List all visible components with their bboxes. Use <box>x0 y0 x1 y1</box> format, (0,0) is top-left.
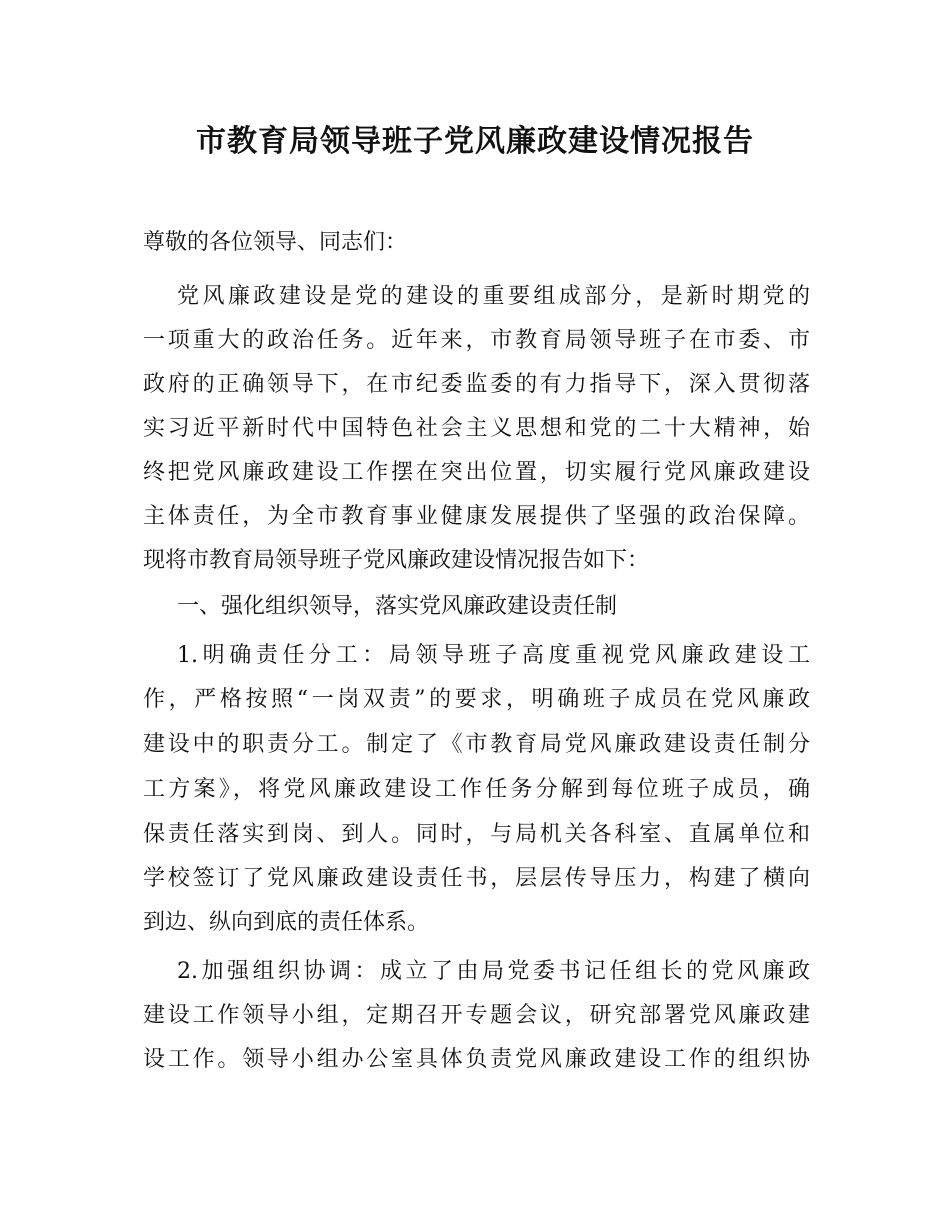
greeting: 尊敬的各位领导、同志们： <box>143 230 408 255</box>
paragraph-line: 建设中的职责分工。制定了《市教育局党风廉政建设责任制分 <box>143 732 810 757</box>
paragraph-line: 保责任落实到岗、到人。同时，与局机关各科室、直属单位和 <box>143 822 810 847</box>
paragraph-line: 建设工作领导小组，定期召开专题会议，研究部署党风廉政建 <box>143 1003 810 1028</box>
paragraph-line: 党风廉政建设是党的建设的重要组成部分，是新时期党的 <box>177 284 810 309</box>
paragraph-line: 实习近平新时代中国特色社会主义思想和党的二十大精神，始 <box>143 416 810 441</box>
paragraph-line: 政府的正确领导下，在市纪委监委的有力指导下，深入贯彻落 <box>143 372 810 397</box>
paragraph-line: 终把党风廉政建设工作摆在突出位置，切实履行党风廉政建设 <box>143 460 810 485</box>
paragraph-line: 2.加强组织协调：成立了由局党委书记任组长的党风廉政 <box>177 959 810 984</box>
paragraph-line: 学校签订了党风廉政建设责任书，层层传导压力，构建了横向 <box>143 866 810 891</box>
paragraph-line: 工方案》，将党风廉政建设工作任务分解到每位班子成员，确 <box>143 777 810 802</box>
paragraph-line: 1.明确责任分工：局领导班子高度重视党风廉政建设工 <box>177 643 810 668</box>
paragraph-line: 设工作。领导小组办公室具体负责党风廉政建设工作的组织协 <box>143 1047 810 1072</box>
paragraph-line: 现将市教育局领导班子党风廉政建设情况报告如下： <box>143 548 650 573</box>
paragraph-line: 作，严格按照“一岗双责”的要求，明确班子成员在党风廉政 <box>143 687 810 712</box>
paragraph-line: 到边、纵向到底的责任体系。 <box>143 910 430 935</box>
section-heading: 一、强化组织领导，落实党风廉政建设责任制 <box>177 594 618 619</box>
paragraph-line: 主体责任，为全市教育事业健康发展提供了坚强的政治保障。 <box>143 504 810 529</box>
document-title: 市教育局领导班子党风廉政建设情况报告 <box>196 124 754 159</box>
paragraph-line: 一项重大的政治任务。近年来，市教育局领导班子在市委、市 <box>143 328 810 353</box>
